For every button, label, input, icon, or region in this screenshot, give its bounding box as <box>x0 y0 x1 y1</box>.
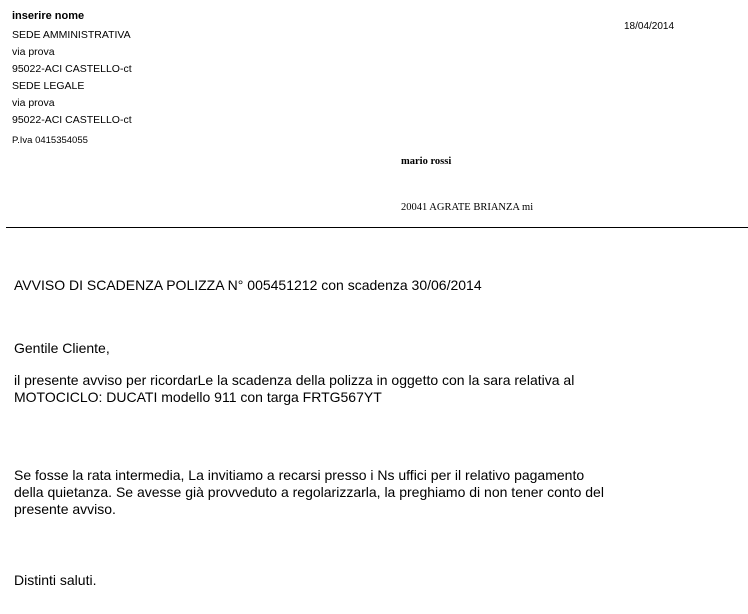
paragraph-1-line-2: MOTOCICLO: DUCATI modello 911 con targa FRTG567YT <box>14 389 382 405</box>
paragraph-2-line-1: Se fosse la rata intermedia, La invitiamo a recarsi presso i Ns uffici per il relativo pagamento <box>14 467 585 483</box>
letter-greeting: Gentile Cliente, <box>14 340 110 356</box>
sender-vat-number: P.Iva 0415354055 <box>12 135 88 146</box>
paragraph-2-line-2: della quietanza. Se avesse già provveduto a regolarizzarla, la preghiamo di non tener conto del <box>14 484 604 500</box>
letter-date: 18/04/2014 <box>624 21 675 32</box>
letter-paragraph-1 <box>14 372 574 406</box>
sender-admin-office-label: SEDE AMMINISTRATIVA <box>12 29 131 41</box>
recipient-city: 20041 AGRATE BRIANZA mi <box>401 202 534 213</box>
sender-legal-city: 95022-ACI CASTELLO-ct <box>12 114 132 126</box>
sender-name: inserire nome <box>12 10 85 22</box>
sender-admin-city: 95022-ACI CASTELLO-ct <box>12 63 132 75</box>
letter-paragraph-2 <box>14 467 604 518</box>
sender-legal-office-label: SEDE LEGALE <box>12 80 85 92</box>
sender-legal-street: via prova <box>12 97 55 109</box>
recipient-name: mario rossi <box>401 156 452 167</box>
paragraph-2-line-3: presente avviso. <box>14 501 116 517</box>
paragraph-1-line-1: il presente avviso per ricordarLe la scadenza della polizza in oggetto con la sara relativa al <box>14 372 575 388</box>
sender-admin-street: via prova <box>12 46 55 58</box>
header-divider <box>6 227 748 228</box>
letter-subject: AVVISO DI SCADENZA POLIZZA N° 005451212 con scadenza 30/06/2014 <box>14 277 482 293</box>
letter-closing: Distinti saluti. <box>14 572 97 588</box>
